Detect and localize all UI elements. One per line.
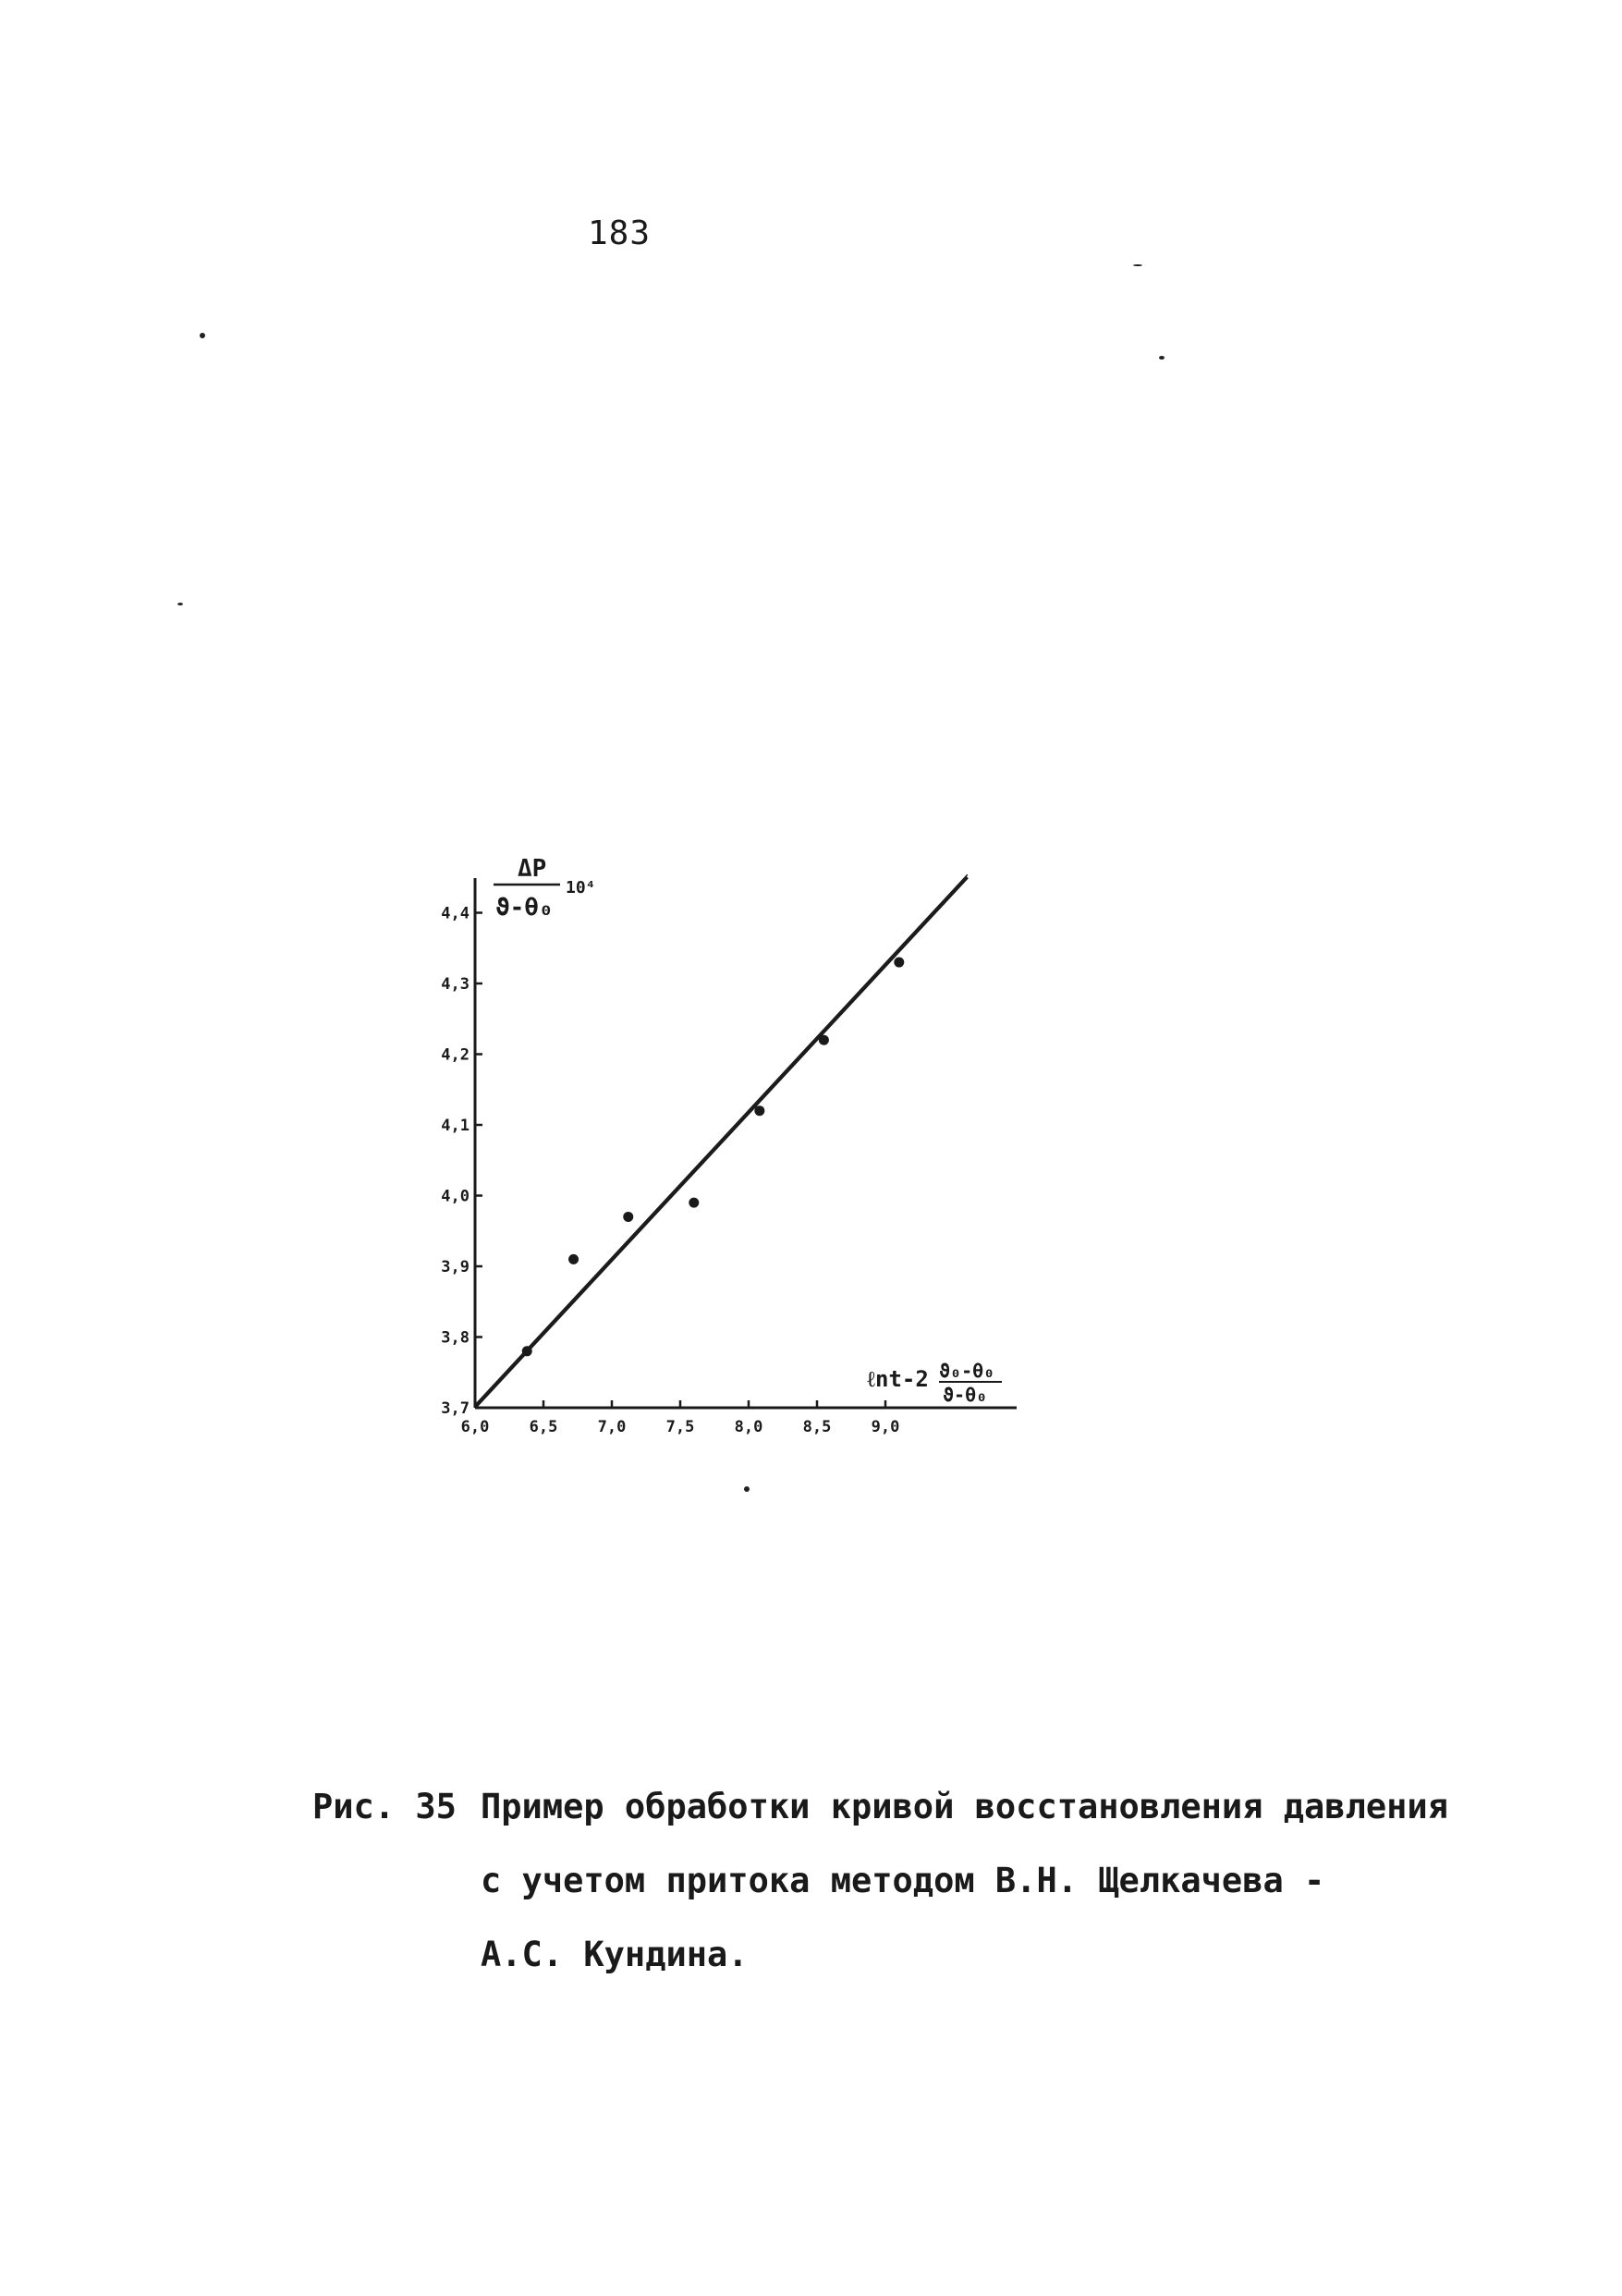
data-point bbox=[819, 1035, 829, 1045]
x-axis-label-fraction-numerator: ϑ₀-θ₀ bbox=[939, 1360, 995, 1382]
y-axis-label-numerator: ΔP bbox=[518, 855, 547, 883]
y-tick-label: 3,9 bbox=[441, 1258, 470, 1276]
y-tick-label: 3,7 bbox=[441, 1399, 470, 1418]
x-tick-label: 7,0 bbox=[597, 1418, 627, 1436]
y-tick-label: 4,2 bbox=[441, 1045, 470, 1065]
scan-speck bbox=[200, 333, 205, 338]
x-tick-label: 8,0 bbox=[734, 1418, 763, 1436]
scan-speck bbox=[1159, 356, 1165, 360]
fit-line bbox=[475, 877, 968, 1408]
data-point bbox=[623, 1212, 633, 1222]
y-axis-label-denominator: ϑ-θ₀ bbox=[495, 894, 554, 922]
y-tick-label: 4,3 bbox=[441, 975, 470, 994]
y-tick-label: 4,4 bbox=[441, 904, 470, 923]
data-point bbox=[522, 1346, 532, 1356]
data-point bbox=[754, 1105, 764, 1116]
data-point bbox=[894, 958, 904, 968]
data-point bbox=[689, 1198, 699, 1208]
fit-line bbox=[475, 874, 968, 1405]
scan-speck bbox=[177, 603, 183, 605]
x-axis-label-fraction-denominator: ϑ-θ₀ bbox=[943, 1384, 988, 1406]
x-tick-label: 8,5 bbox=[802, 1418, 832, 1436]
caption-line-1: Пример обработки кривой восстановления давления bbox=[481, 1787, 1448, 1826]
y-axis-label-multiplier: 10⁴ bbox=[566, 878, 596, 898]
caption-line-2: с учетом притока методом В.Н. Щелкачева - bbox=[481, 1861, 1325, 1900]
page-number: 183 bbox=[588, 214, 652, 252]
data-point bbox=[568, 1254, 579, 1264]
x-tick-label: 6,5 bbox=[529, 1418, 558, 1436]
x-axis-label-main: ℓnt-2 bbox=[867, 1366, 929, 1392]
scan-speck bbox=[1133, 264, 1142, 266]
y-tick-label: 3,8 bbox=[441, 1328, 470, 1348]
y-tick-label: 4,1 bbox=[441, 1117, 470, 1135]
figure-label: Рис. 35 bbox=[312, 1787, 457, 1826]
caption-line-3: А.С. Кундина. bbox=[481, 1935, 749, 1974]
y-tick-label: 4,0 bbox=[441, 1187, 470, 1206]
x-tick-label: 6,0 bbox=[460, 1418, 490, 1436]
x-tick-label: 9,0 bbox=[871, 1418, 900, 1436]
x-tick-label: 7,5 bbox=[665, 1418, 695, 1436]
chart bbox=[425, 786, 1035, 1488]
